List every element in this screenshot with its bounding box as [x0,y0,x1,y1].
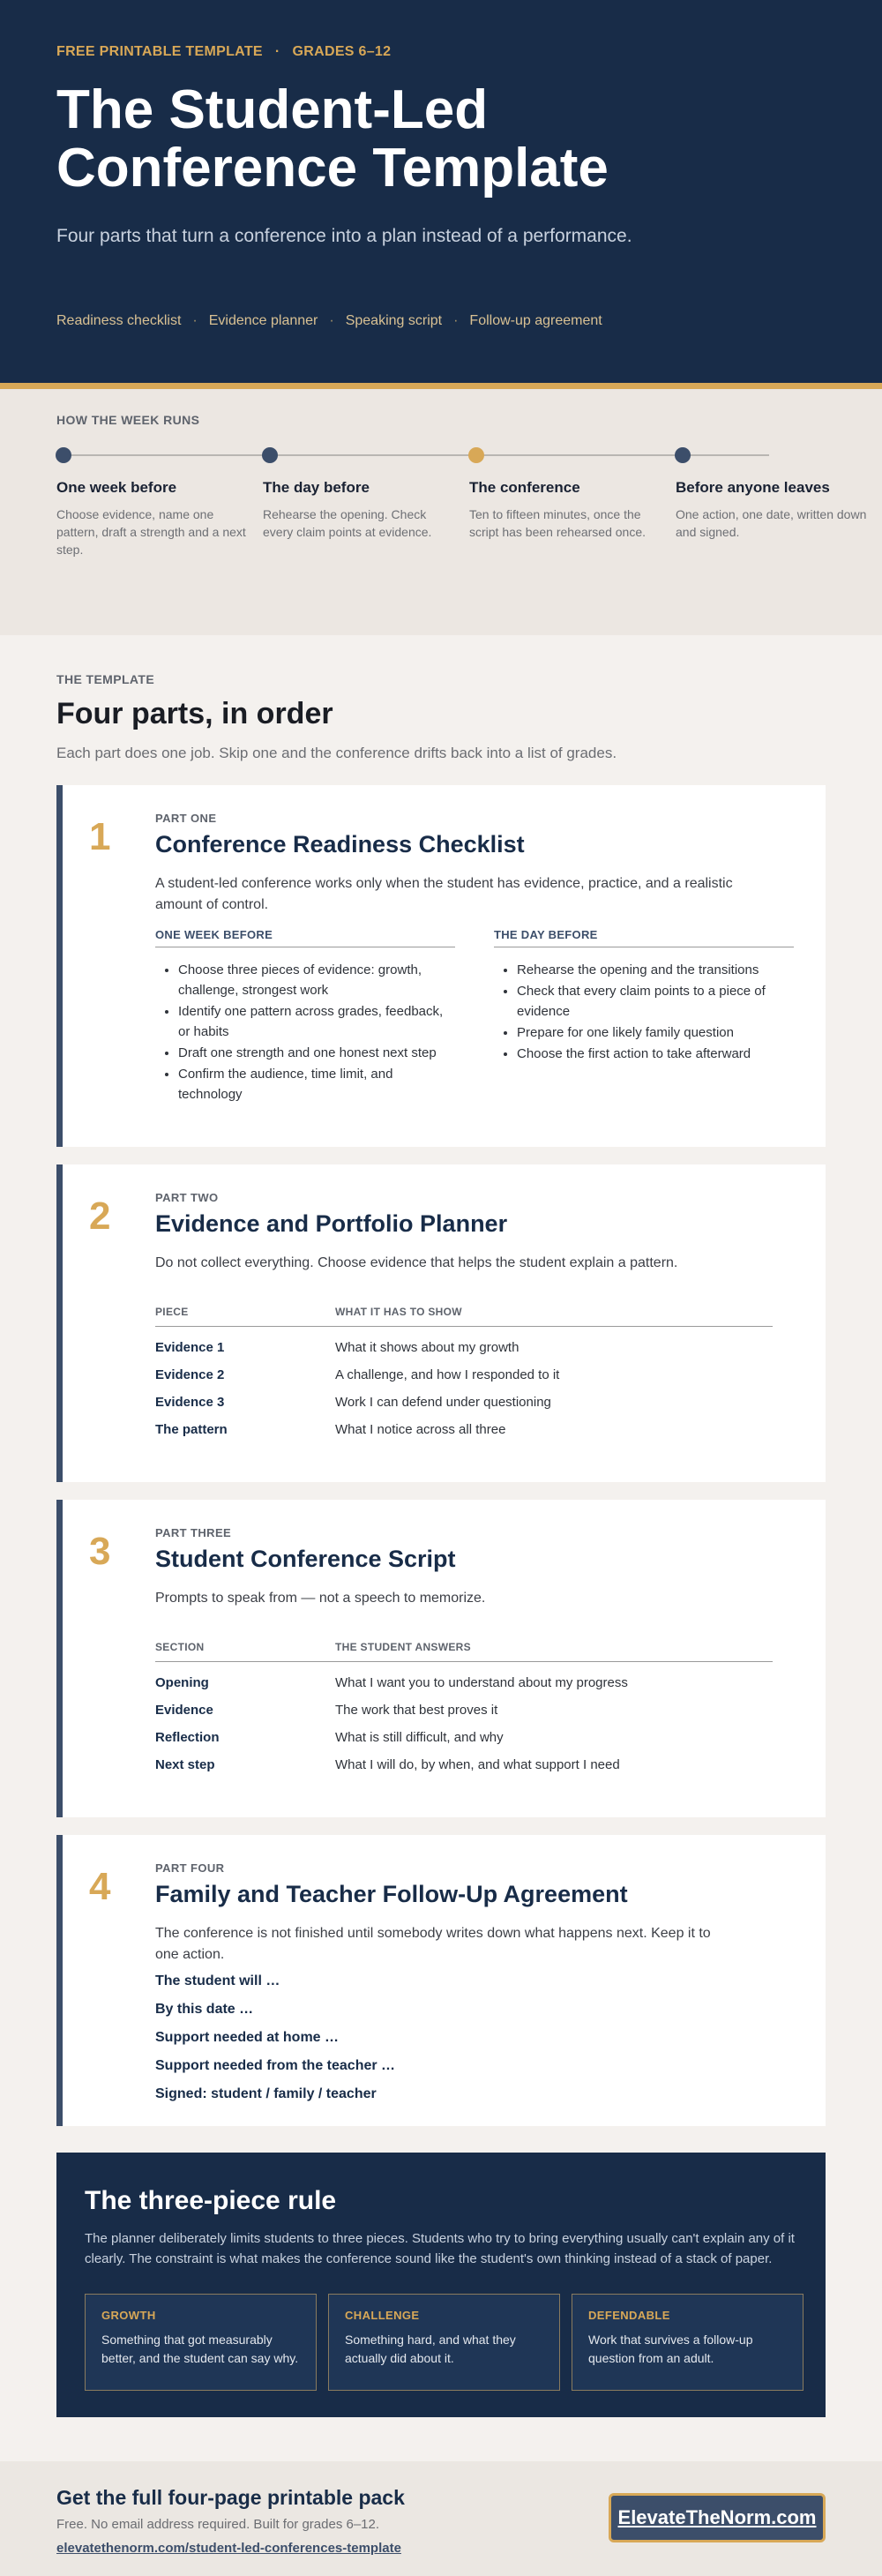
timeline-step-text: Ten to fifteen minutes, once the script has been rehearsed once. [469,507,647,539]
checklist [494,960,794,1064]
part-title: Family and Teacher Follow-Up Agreement [155,1881,628,1907]
timeline-step-title: Before anyone leaves [676,479,830,496]
table-row [155,1669,773,1696]
list-item: • Rehearse the opening and the transitions [517,960,794,980]
list-item: • Prepare for one likely family question [517,1022,794,1043]
rule-box-defendable [572,2294,804,2391]
row-key: Reflection [155,1730,220,1745]
checklist-column-day [494,928,794,1065]
table-row [155,1334,773,1361]
list-item: • Confirm the audience, time limit, and technology [178,1064,455,1105]
eyebrow-tag-free: FREE PRINTABLE TEMPLATE [56,44,263,59]
row-key: Evidence 2 [155,1367,225,1382]
list-item: • Identify one pattern across grades, feedback, or habits [178,1001,455,1042]
timeline-dot [675,447,691,463]
rule-box-text: Something hard, and what they actually did about it. [345,2333,516,2365]
row-value: What it shows about my growth [335,1340,519,1355]
rule-box-challenge [328,2294,560,2391]
timeline-label: HOW THE WEEK RUNS [56,413,200,427]
timeline-dot [262,447,278,463]
row-key: Evidence 1 [155,1340,225,1355]
table-row [155,1696,773,1724]
part-description: Prompts to speak from — not a speech to memorize. [155,1591,486,1606]
dot-separator: · [453,313,459,328]
dot-separator: · [192,313,198,328]
three-piece-rule [56,2153,826,2417]
table-row [155,1361,773,1389]
timeline-step [263,479,457,541]
part-number: 3 [89,1530,111,1573]
timeline-step [676,479,870,541]
nav-link-evidence[interactable]: Evidence planner [208,313,318,328]
section-subtitle: Each part does one job. Skip one and the conference drifts back into a list of grades. [56,745,617,761]
footer-url-link[interactable]: elevatethenorm.com/student-led-conferences-template [56,2541,401,2556]
part-title: Conference Readiness Checklist [155,831,525,857]
page-title: The Student-Led Conference Template [56,79,609,198]
list-item: • Choose the first action to take afterward [517,1044,794,1064]
timeline-step [56,479,250,558]
footer-cta [0,2461,882,2576]
rule-box-text: Work that survives a follow-up question from an adult. [588,2333,753,2365]
rule-text: The planner deliberately limits students to three pieces. Students who try to bring everything usually can't explain any of it clearly. The constraint is what makes the conference sound like the student's own thinking instead of a stack of paper. [85,2231,795,2266]
checklist-column-week [155,928,455,1105]
part-description: Do not collect everything. Choose evidence that helps the student explain a pattern. [155,1255,678,1270]
part-number: 1 [89,815,111,858]
timeline-dot-current [468,447,484,463]
timeline-step [469,479,663,541]
column-header: THE STUDENT ANSWERS [335,1641,471,1653]
part-number: 4 [89,1865,111,1908]
rule-box-text: Something that got measurably better, and the student can say why. [101,2333,299,2365]
section-eyebrow: THE TEMPLATE [56,672,155,686]
table-row [155,1416,773,1443]
part-description: A student-led conference works only when the student has evidence, practice, and a realistic amount of control. [155,876,733,912]
agreement-prompt: Signed: student / family / teacher [155,2086,377,2101]
timeline-step-text: Choose evidence, name one pattern, draft a strength and a next step. [56,507,246,557]
agreement-prompt: By this date … [155,2002,254,2017]
part-label: PART THREE [155,1526,232,1539]
nav-link-script[interactable]: Speaking script [345,313,443,328]
timeline-step-title: The day before [263,479,370,496]
timeline-step-title: One week before [56,479,177,496]
part-label: PART FOUR [155,1861,225,1875]
row-value: Work I can defend under questioning [335,1395,551,1410]
part-number: 2 [89,1194,111,1238]
rule-box-growth [85,2294,317,2391]
column-header: WHAT IT HAS TO SHOW [335,1306,462,1318]
row-value: What I will do, by when, and what support I need [335,1757,620,1772]
rule-box-heading: CHALLENGE [345,2309,420,2322]
timeline-step-title: The conference [469,479,580,496]
list-item: • Check that every claim points to a piece of evidence [517,981,794,1022]
row-value: What I want you to understand about my progress [335,1675,628,1690]
nav-link-readiness[interactable]: Readiness checklist [56,313,182,328]
column-header: SECTION [155,1641,205,1653]
brand-button[interactable]: ElevateTheNorm.com [609,2493,826,2542]
script-table [155,1641,773,1778]
agreement-prompt: The student will … [155,1973,280,1988]
part-label: PART ONE [155,812,217,825]
timeline-dot [56,447,71,463]
part-card-readiness [56,785,826,1147]
footer-text: Free. No email address required. Built for grades 6–12. [56,2517,380,2532]
table-header [155,1306,773,1327]
row-value: A challenge, and how I responded to it [335,1367,560,1382]
table-row [155,1389,773,1416]
timeline-line [64,454,769,456]
row-key: Opening [155,1675,209,1690]
timeline-step-text: One action, one date, written down and signed. [676,507,867,539]
table-row [155,1724,773,1751]
part-card-script [56,1500,826,1817]
row-key: Evidence [155,1703,213,1718]
timeline-step-text: Rehearse the opening. Check every claim points at evidence. [263,507,432,539]
column-heading: THE DAY BEFORE [494,928,794,947]
row-value: What is still difficult, and why [335,1730,504,1745]
evidence-table [155,1306,773,1443]
rule-box-heading: DEFENDABLE [588,2309,670,2322]
agreement-prompts [155,1967,395,2108]
dot-separator: · [274,44,280,59]
column-header: PIECE [155,1306,189,1318]
row-key: The pattern [155,1422,228,1437]
nav-link-followup[interactable]: Follow-up agreement [469,313,602,328]
part-description: The conference is not finished until somebody writes down what happens next. Keep it to one action. [155,1926,711,1962]
hero-nav [56,313,602,329]
agreement-prompt: Support needed from the teacher … [155,2058,396,2073]
list-item: • Choose three pieces of evidence: growth, challenge, strongest work [178,960,455,1000]
column-heading: ONE WEEK BEFORE [155,928,455,947]
table-row [155,1751,773,1778]
part-title: Evidence and Portfolio Planner [155,1210,508,1237]
part-label: PART TWO [155,1191,219,1204]
row-key: Evidence 3 [155,1395,225,1410]
section-title: Four parts, in order [56,697,333,730]
table-header [155,1641,773,1662]
rule-box-heading: GROWTH [101,2309,156,2322]
row-key: Next step [155,1757,215,1772]
part-card-followup [56,1835,826,2126]
dot-separator: · [329,313,334,328]
row-value: The work that best proves it [335,1703,498,1718]
list-item: • Draft one strength and one honest next step [178,1043,455,1063]
agreement-prompt: Support needed at home … [155,2030,340,2045]
part-card-evidence [56,1164,826,1482]
footer-title: Get the full four-page printable pack [56,2486,405,2509]
rule-title: The three-piece rule [85,2186,337,2215]
part-title: Student Conference Script [155,1546,456,1572]
hero-eyebrow [56,44,391,60]
hero-accent-bar [0,383,882,389]
eyebrow-tag-grades: GRADES 6–12 [292,44,392,59]
hero-subtitle: Four parts that turn a conference into a plan instead of a performance. [56,226,632,246]
checklist [155,960,455,1105]
row-value: What I notice across all three [335,1422,506,1437]
